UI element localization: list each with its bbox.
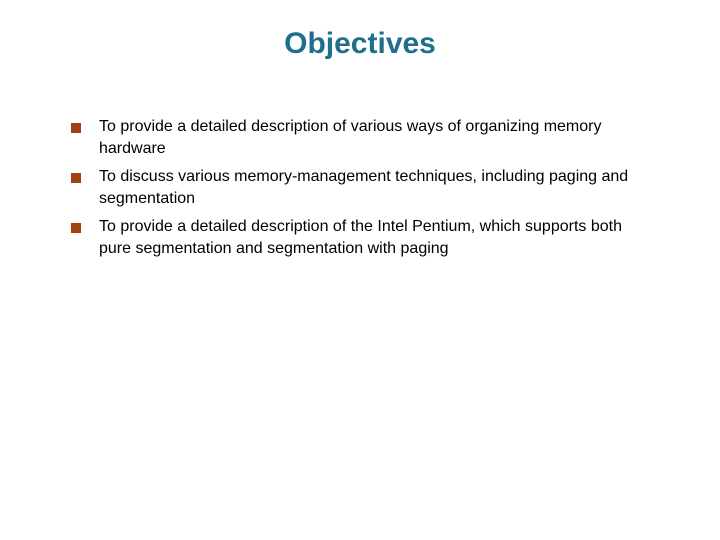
square-bullet-icon [71, 173, 81, 183]
objective-text: To discuss various memory-management techniques, including paging and segmentation [99, 168, 629, 207]
objective-text: To provide a detailed description of various ways of organizing memory hardware [99, 118, 602, 157]
objective-item [70, 166, 630, 210]
square-bullet-icon [71, 223, 81, 233]
objective-item [70, 216, 630, 260]
slide-title: Objectives [284, 27, 436, 60]
square-bullet-icon [71, 123, 81, 133]
objective-item [70, 116, 630, 160]
objectives-list [70, 116, 630, 266]
objective-text: To provide a detailed description of the Intel Pentium, which supports both pure segmentation and segmentation with paging [99, 218, 622, 257]
